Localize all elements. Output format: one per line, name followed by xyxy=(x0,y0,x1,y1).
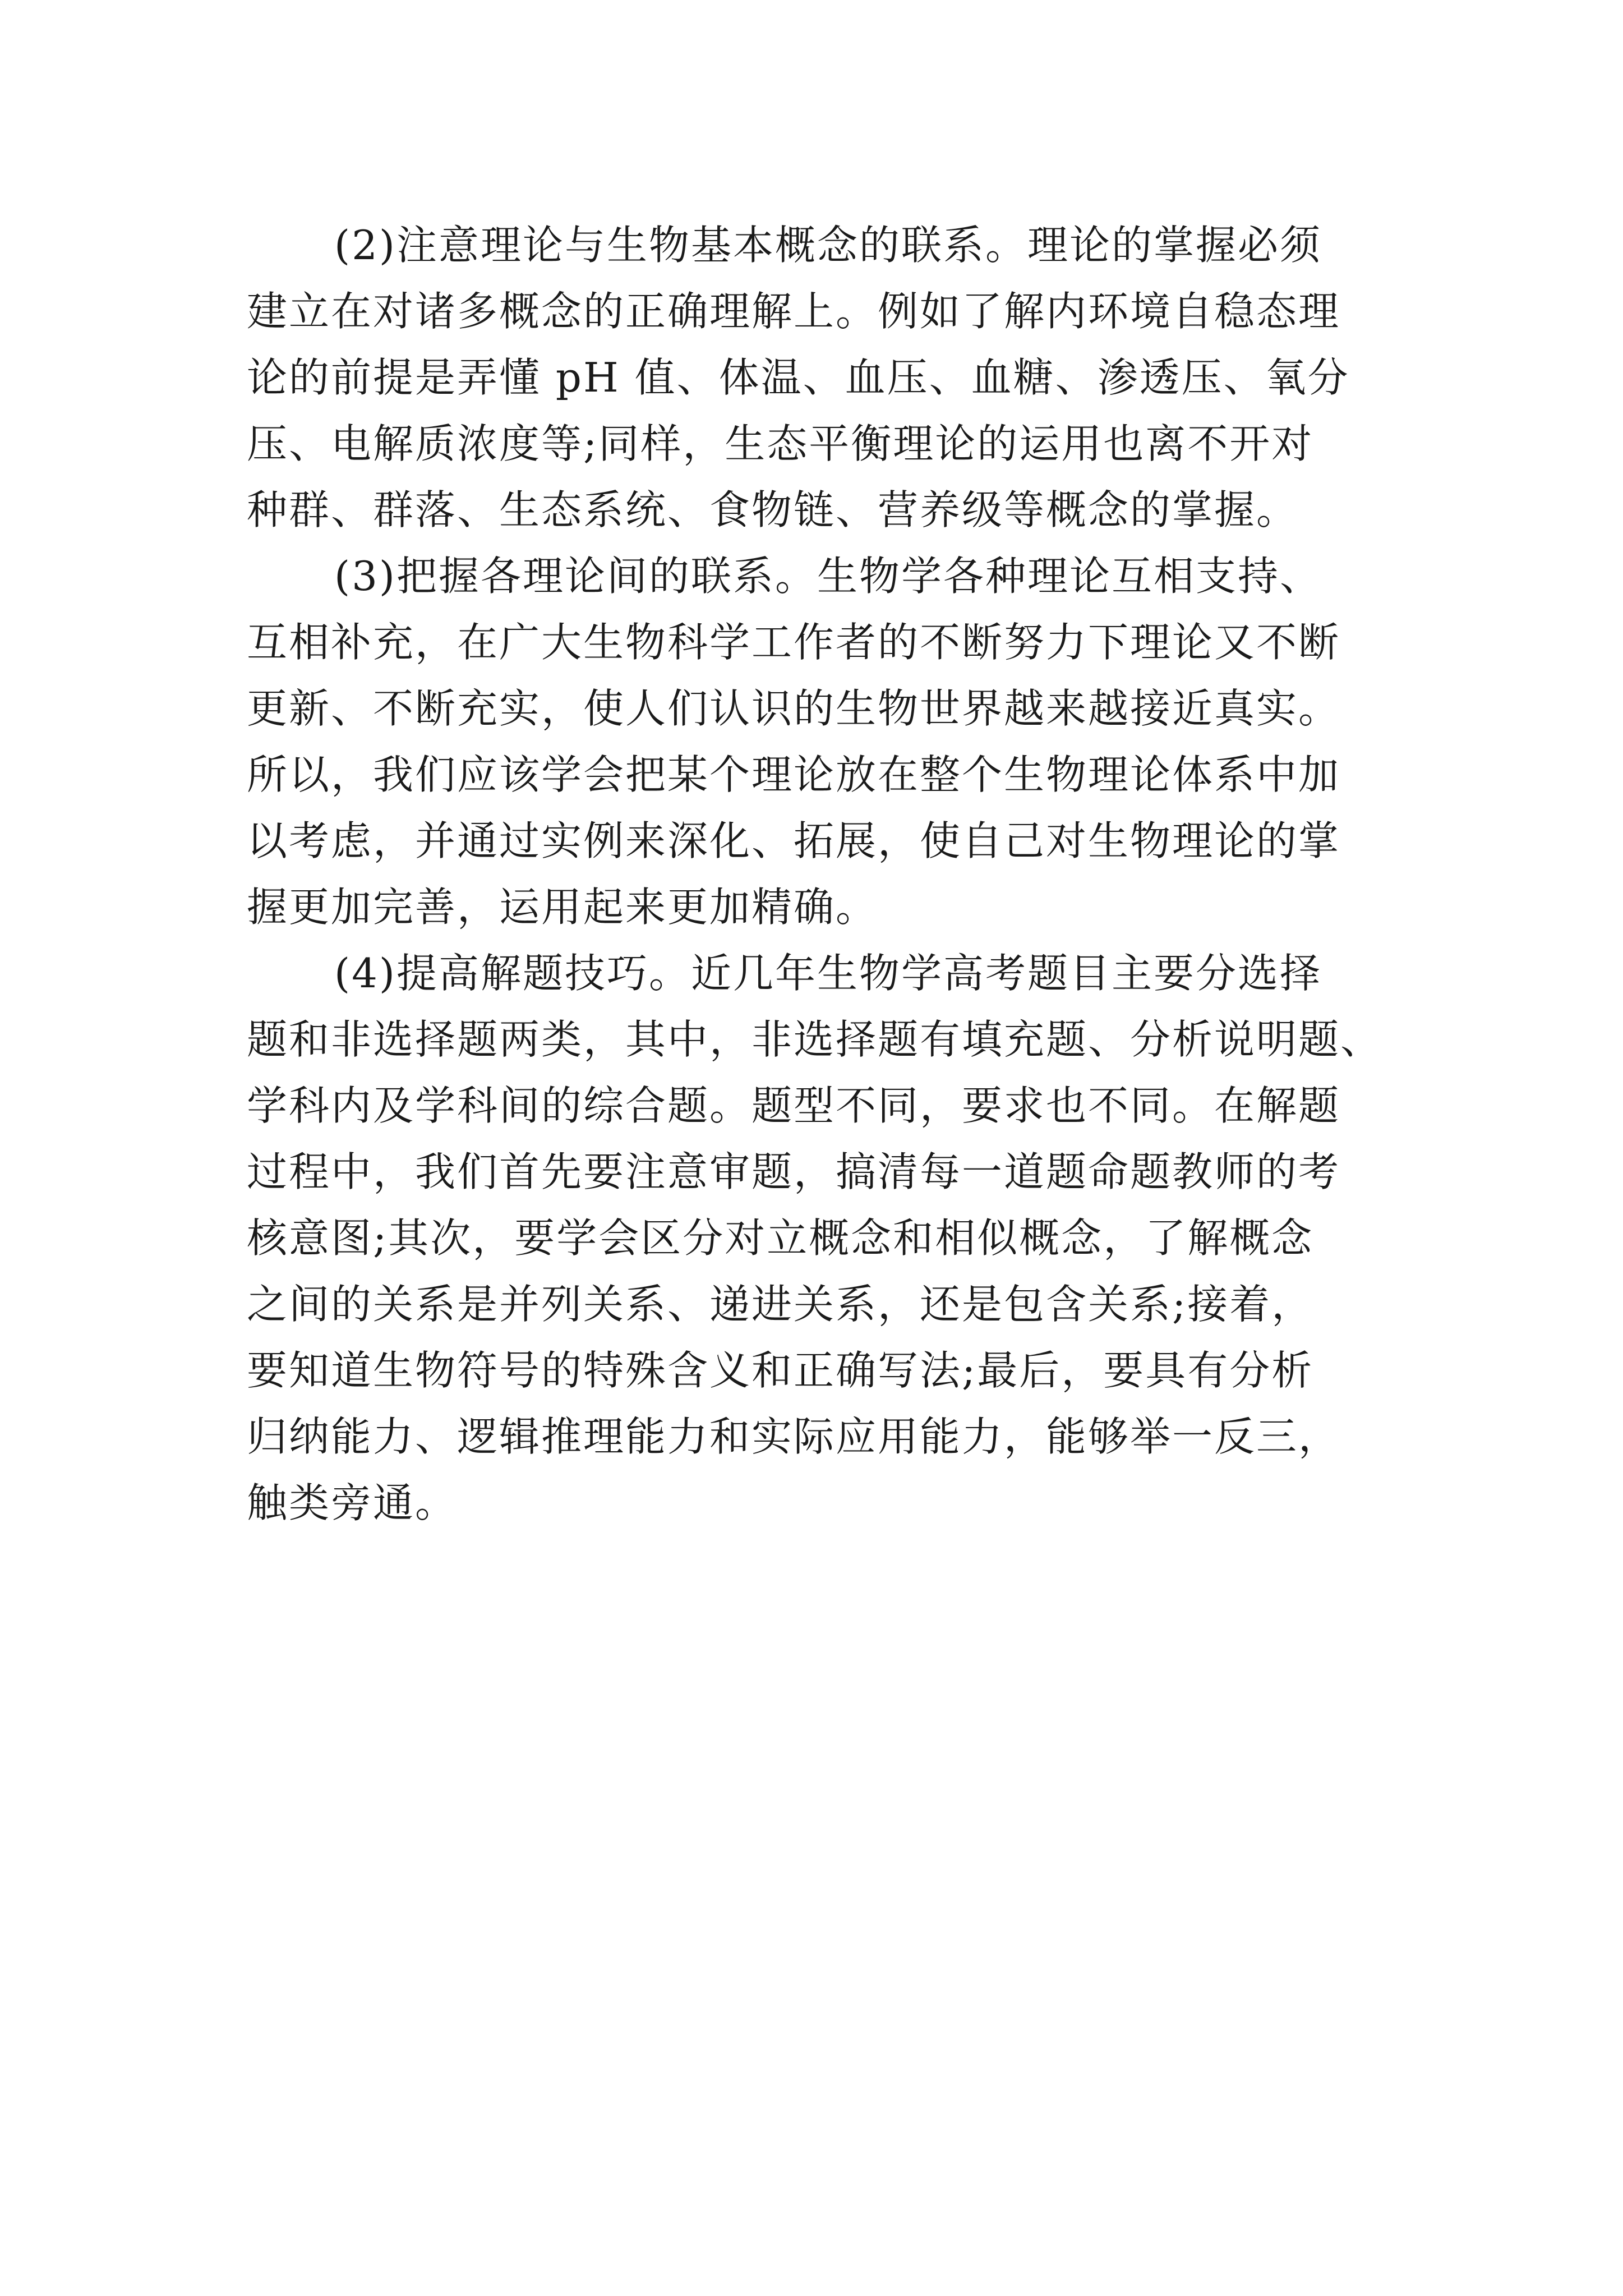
paragraph-line: 建立在对诸多概念的正确理解上。例如了解内环境自稳态理 xyxy=(247,288,1341,335)
paragraph-3 xyxy=(247,543,1391,940)
paragraph-line: 论的前提是弄懂 pH 值、体温、血压、血糖、渗透压、氧分 xyxy=(247,354,1350,401)
paragraph-line: 以考虑，并通过实例来深化、拓展，使自己对生物理论的掌 xyxy=(247,817,1341,864)
paragraph-line: 归纳能力、逻辑推理能力和实际应用能力，能够举一反三， xyxy=(247,1413,1341,1460)
paragraph-line: (3)把握各理论间的联系。生物学各种理论互相支持、 xyxy=(334,553,1322,600)
paragraph-line: 核意图;其次，要学会区分对立概念和相似概念，了解概念 xyxy=(247,1214,1314,1262)
paragraph-line: 题和非选择题两类，其中，非选择题有填充题、分析说明题、 xyxy=(247,1016,1383,1063)
paragraph-line: 压、电解质浓度等;同样，生态平衡理论的运用也离不开对 xyxy=(247,420,1314,467)
paragraph-line: 握更加完善，运用起来更加精确。 xyxy=(247,884,878,931)
paragraph-4 xyxy=(247,940,1391,1536)
paragraph-line: (4)提高解题技巧。近几年生物学高考题目主要分选择 xyxy=(334,950,1322,997)
paragraph-line: 过程中，我们首先要注意审题，搞清每一道题命题教师的考 xyxy=(247,1148,1341,1195)
paragraph-line: 要知道生物符号的特殊含义和正确写法;最后，要具有分析 xyxy=(247,1347,1314,1394)
paragraph-line: 之间的关系是并列关系、递进关系，还是包含关系;接着， xyxy=(247,1281,1314,1328)
paragraph-line: 所以，我们应该学会把某个理论放在整个生物理论体系中加 xyxy=(247,751,1341,798)
paragraph-line: 互相补充，在广大生物科学工作者的不断努力下理论又不断 xyxy=(247,619,1341,666)
paragraph-line: 更新、不断充实，使人们认识的生物世界越来越接近真实。 xyxy=(247,685,1341,732)
paragraph-line: 触类旁通。 xyxy=(247,1479,458,1526)
paragraph-line: 学科内及学科间的综合题。题型不同，要求也不同。在解题 xyxy=(247,1082,1341,1129)
paragraph-2 xyxy=(247,212,1391,543)
document-body xyxy=(247,212,1391,1536)
paragraph-line: (2)注意理论与生物基本概念的联系。理论的掌握必须 xyxy=(334,222,1322,269)
paragraph-line: 种群、群落、生态系统、食物链、营养级等概念的掌握。 xyxy=(247,486,1299,533)
